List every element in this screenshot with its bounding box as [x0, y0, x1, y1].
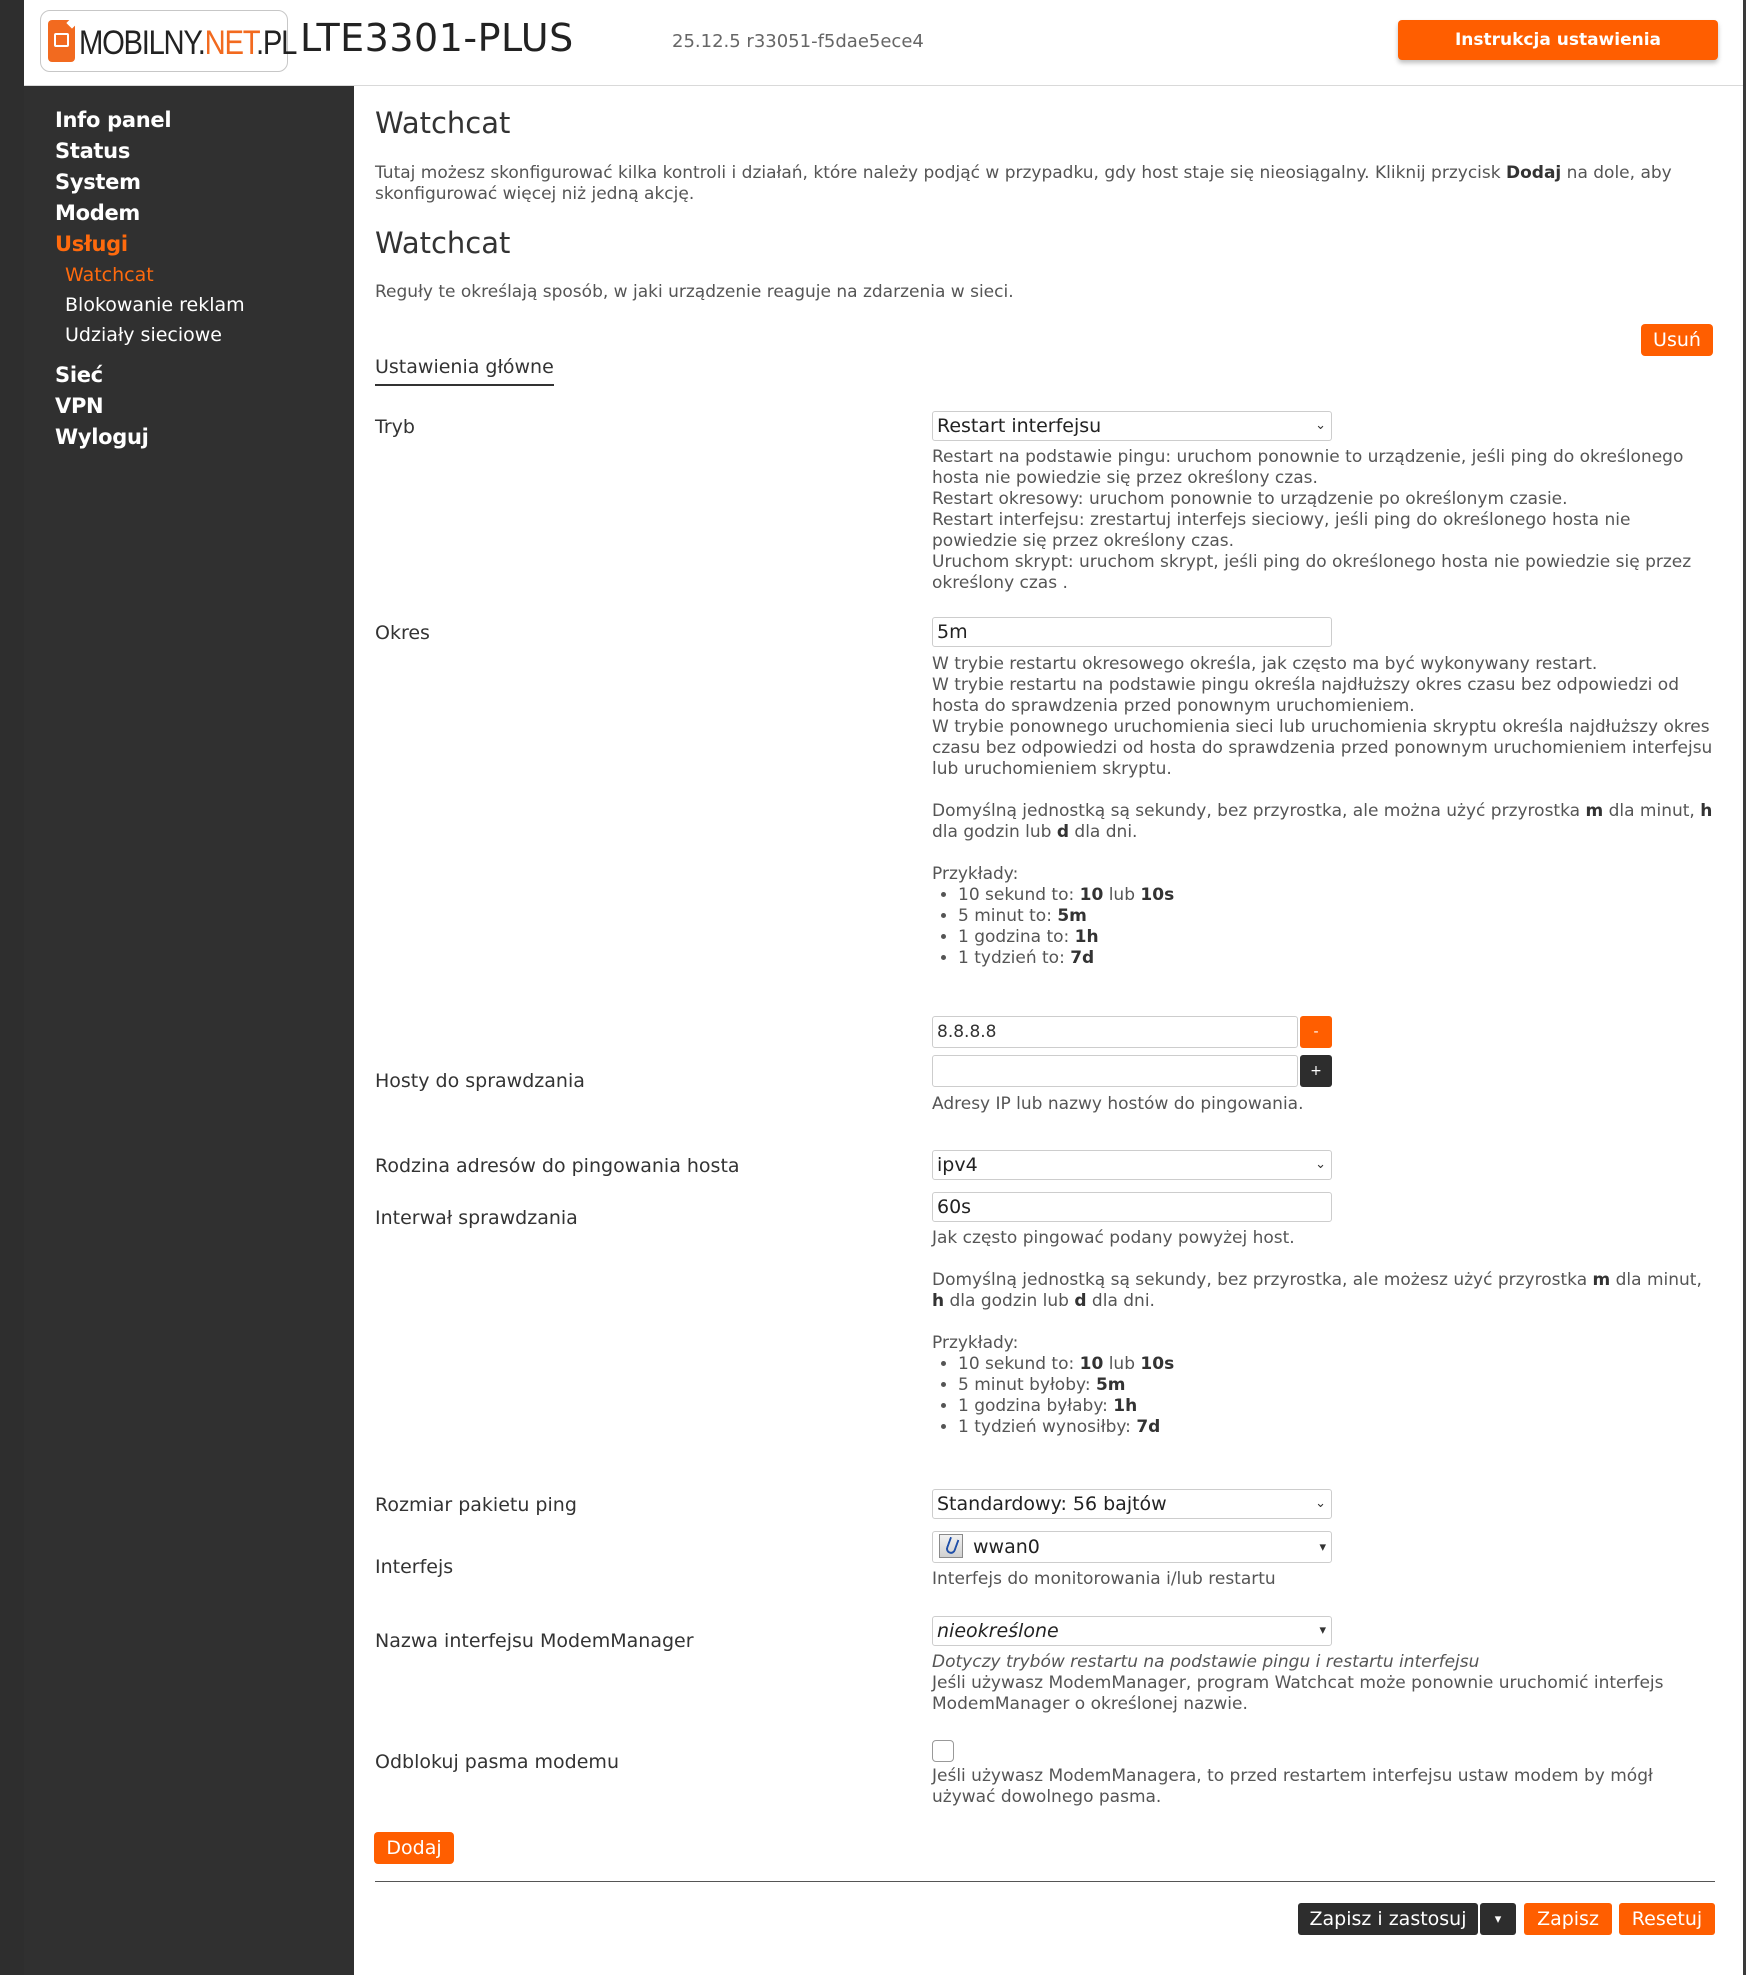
sidebar-item-system[interactable]: System — [55, 170, 141, 194]
dropdown-arrow-icon: ▾ — [1319, 1540, 1326, 1555]
mode-select[interactable]: Restart interfejsu ⌄ — [932, 411, 1332, 441]
settings-guide-button[interactable]: Instrukcja ustawienia — [1398, 20, 1718, 60]
sidebar-item-modem[interactable]: Modem — [55, 201, 140, 225]
period-help: W trybie restartu okresowego określa, jak często ma być wykonywany restart. W trybie restartu na podstawie pingu określa najdłuższy okres czasu bez odpowiedzi od hosta do sprawdzenia przed ponownym uruchomieniem. W trybie ponownego uruchomienia sieci lub uruchomienia skryptu określa najdłuższy okres czasu bez odpowiedzi od hosta do sprawdzenia przed ponownym uruchomieniem interfejsu lub uruchomieniem skryptu. Domyślną jednostką są sekundy, bez przyrostka, ale można użyć przyrostka m dla minut, h dla godzin lub d dla dni. Przykłady: • 10 sekund to: 10 lub 10s • 5 minut to: 5m • 1 godzina to: 1h • 1 tydzień to: 7d — [932, 654, 1718, 969]
reset-button[interactable]: Resetuj — [1619, 1903, 1715, 1935]
add-button[interactable]: Dodaj — [374, 1832, 454, 1864]
chevron-down-icon: ⌄ — [1315, 1157, 1326, 1172]
unlock-bands-checkbox[interactable] — [932, 1740, 954, 1762]
footer-divider — [375, 1881, 1715, 1882]
list-item: • 5 minut to: 5m — [958, 906, 1718, 927]
list-item: • 5 minut byłoby: 5m — [958, 1375, 1718, 1396]
device-model: LTE3301-PLUS — [300, 16, 574, 60]
save-button[interactable]: Zapisz — [1524, 1903, 1612, 1935]
period-examples-list — [932, 885, 1718, 969]
address-family-label: Rodzina adresów do pingowania hosta — [375, 1155, 740, 1177]
check-interval-label: Interwał sprawdzania — [375, 1207, 578, 1229]
list-item: • 1 tydzień to: 7d — [958, 948, 1718, 969]
remove-host-button[interactable]: - — [1300, 1016, 1332, 1048]
list-item: • 1 tydzień wynosiłby: 7d — [958, 1417, 1718, 1438]
list-item: • 1 godzina byłaby: 1h — [958, 1396, 1718, 1417]
sidebar-item-logout[interactable]: Wyloguj — [55, 425, 149, 449]
sim-card-icon — [48, 20, 75, 62]
modemmanager-name-help: Dotyczy trybów restartu na podstawie pingu i restartu interfejsu Jeśli używasz ModemManager, program Watchcat może ponownie uruchomić interfejs ModemManager o określonej nazwie. — [932, 1652, 1664, 1714]
new-host-input[interactable] — [932, 1055, 1298, 1087]
save-apply-button[interactable]: Zapisz i zastosuj — [1298, 1903, 1478, 1935]
save-apply-dropdown-button[interactable]: ▾ — [1480, 1903, 1516, 1935]
mode-label: Tryb — [375, 416, 415, 438]
hosts-help: Adresy IP lub nazwy hostów do pingowania. — [932, 1094, 1304, 1114]
check-interval-input[interactable]: 60s — [932, 1192, 1332, 1222]
sidebar-subitem-adblock[interactable]: Blokowanie reklam — [65, 294, 245, 316]
period-label: Okres — [375, 622, 430, 644]
section-title: Watchcat — [375, 226, 511, 260]
network-interface-icon — [939, 1534, 963, 1558]
delete-button[interactable]: Usuń — [1641, 324, 1713, 356]
check-interval-help: Jak często pingować podany powyżej host. Domyślną jednostką są sekundy, bez przyrostka, ale możesz użyć przyrostka m dla minut, h dla godzin lub d dla dni. Przykłady: • 10 sekund to: 10 lub 10s • 5 minut byłoby: 5m • 1 godzina byłaby: 1h • 1 tydzień wynosiłby: 7d — [932, 1228, 1718, 1438]
unlock-bands-help: Jeśli używasz ModemManagera, to przed restartem interfejsu ustaw modem by mógł używać dowolnego pasma. — [932, 1766, 1653, 1807]
window-bezel-left — [0, 0, 24, 1975]
address-family-select[interactable]: ipv4 ⌄ — [932, 1150, 1332, 1180]
sidebar-subitem-network-shares[interactable]: Udziały sieciowe — [65, 324, 222, 346]
brand-logo[interactable] — [40, 10, 297, 72]
sidebar-item-vpn[interactable]: VPN — [55, 394, 104, 418]
add-host-button[interactable]: + — [1300, 1055, 1332, 1087]
host-entry-input[interactable]: 8.8.8.8 — [932, 1016, 1298, 1048]
packet-size-select[interactable]: Standardowy: 56 bajtów ⌄ — [932, 1489, 1332, 1519]
page-title: Watchcat — [375, 106, 511, 140]
list-item: • 1 godzina to: 1h — [958, 927, 1718, 948]
interval-examples-list — [932, 1354, 1718, 1438]
packet-size-label: Rozmiar pakietu ping — [375, 1494, 577, 1516]
sidebar-subitem-watchcat[interactable]: Watchcat — [65, 264, 154, 286]
firmware-version: 25.12.5 r33051-f5dae5ece4 — [672, 31, 924, 52]
sidebar-item-status[interactable]: Status — [55, 139, 131, 163]
top-header — [24, 0, 1743, 86]
unlock-bands-label: Odblokuj pasma modemu — [375, 1751, 619, 1773]
chevron-down-icon: ⌄ — [1315, 418, 1326, 433]
interface-select[interactable]: wwan0 ▾ — [932, 1531, 1332, 1563]
dropdown-arrow-icon: ▾ — [1319, 1623, 1326, 1638]
sidebar-item-info-panel[interactable]: Info panel — [55, 108, 172, 132]
list-item: • 10 sekund to: 10 lub 10s — [958, 885, 1718, 906]
page-intro: Tutaj możesz skonfigurować kilka kontroli i działań, które należy podjąć w przypadku, gdy host staje się nieosiągalny. Kliknij przycisk Dodaj na dole, aby skonfigurować więcej niż jedną akcję. — [375, 163, 1672, 204]
logo-text: MOBILNY.NET.PL — [79, 24, 297, 62]
hosts-label: Hosty do sprawdzania — [375, 1070, 585, 1092]
interface-help: Interfejs do monitorowania i/lub restartu — [932, 1569, 1276, 1589]
modemmanager-name-select[interactable]: nieokreślone ▾ — [932, 1616, 1332, 1646]
modemmanager-name-label: Nazwa interfejsu ModemManager — [375, 1630, 694, 1652]
interface-label: Interfejs — [375, 1556, 454, 1578]
chevron-down-icon: ⌄ — [1315, 1496, 1326, 1511]
tab-main-settings[interactable]: Ustawienia główne — [375, 356, 554, 386]
sidebar — [24, 86, 354, 1975]
period-input[interactable]: 5m — [932, 617, 1332, 647]
sidebar-item-services[interactable]: Usługi — [55, 232, 128, 256]
section-description: Reguły te określają sposób, w jaki urządzenie reaguje na zdarzenia w sieci. — [375, 282, 1014, 302]
sidebar-item-network[interactable]: Sieć — [55, 363, 103, 387]
list-item: • 10 sekund to: 10 lub 10s — [958, 1354, 1718, 1375]
mode-help: Restart na podstawie pingu: uruchom ponownie to urządzenie, jeśli ping do określonego hosta nie powiedzie się przez określony czas. Restart okresowy: uruchom ponownie to urządzenie po określonym czasie. Restart interfejsu: zrestartuj interfejs sieciowy, jeśli ping do określonego hosta nie powiedzie się przez określony czas. Uruchom skrypt: uruchom skrypt, jeśli ping do określonego hosta nie powiedzie się przez określony czas . — [932, 447, 1692, 593]
